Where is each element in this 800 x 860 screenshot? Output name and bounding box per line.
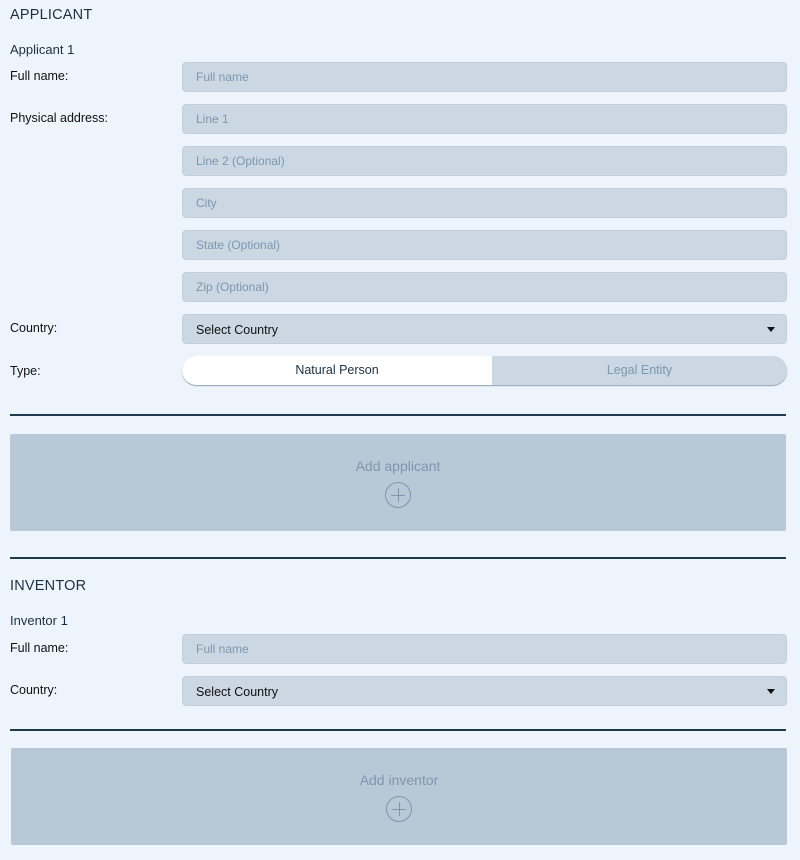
inventor-divider bbox=[10, 729, 786, 731]
section-divider bbox=[10, 557, 786, 559]
plus-circle-icon bbox=[386, 796, 412, 822]
add-applicant-button[interactable] bbox=[10, 434, 786, 531]
chevron-down-icon bbox=[767, 689, 775, 694]
inventor-full-name-label: Full name: bbox=[10, 641, 69, 655]
type-option-natural-person[interactable]: Natural Person bbox=[182, 356, 492, 385]
address-line1-field[interactable] bbox=[182, 104, 787, 134]
address-city-field[interactable] bbox=[182, 188, 787, 218]
chevron-down-icon bbox=[767, 327, 775, 332]
inventor-section-title: INVENTOR bbox=[10, 578, 87, 594]
address-state-field[interactable] bbox=[182, 230, 787, 260]
address-zip-field[interactable] bbox=[182, 272, 787, 302]
applicant-country-label: Country: bbox=[10, 321, 58, 335]
inventor-full-name-input[interactable] bbox=[183, 635, 786, 663]
inventor-country-label: Country: bbox=[10, 683, 58, 697]
physical-address-label: Physical address: bbox=[10, 111, 108, 125]
applicant-divider bbox=[10, 414, 786, 416]
applicant-country-value: Select Country bbox=[196, 323, 278, 337]
address-line2-field[interactable] bbox=[182, 146, 787, 176]
address-state-input[interactable] bbox=[183, 231, 786, 259]
type-toggle[interactable] bbox=[182, 356, 787, 385]
applicant-full-name-field[interactable] bbox=[182, 62, 787, 92]
inventor-full-name-field[interactable] bbox=[182, 634, 787, 664]
address-city-input[interactable] bbox=[183, 189, 786, 217]
address-zip-input[interactable] bbox=[183, 273, 786, 301]
type-label: Type: bbox=[10, 364, 41, 378]
applicant-1-title: Applicant 1 bbox=[10, 42, 75, 57]
address-line2-input[interactable] bbox=[183, 147, 786, 175]
inventor-country-value: Select Country bbox=[196, 685, 278, 699]
inventor-country-select[interactable] bbox=[182, 676, 787, 706]
type-option-legal-entity[interactable]: Legal Entity bbox=[606, 363, 673, 377]
applicant-full-name-input[interactable] bbox=[183, 63, 786, 91]
plus-circle-icon bbox=[385, 482, 411, 508]
address-line1-input[interactable] bbox=[183, 105, 786, 133]
inventor-1-title: Inventor 1 bbox=[10, 613, 68, 628]
add-inventor-button[interactable] bbox=[11, 748, 787, 845]
applicant-section-title: APPLICANT bbox=[10, 7, 93, 23]
add-inventor-label: Add inventor bbox=[359, 772, 439, 788]
applicant-full-name-label: Full name: bbox=[10, 69, 69, 83]
applicant-country-select[interactable] bbox=[182, 314, 787, 344]
add-applicant-label: Add applicant bbox=[355, 458, 441, 474]
